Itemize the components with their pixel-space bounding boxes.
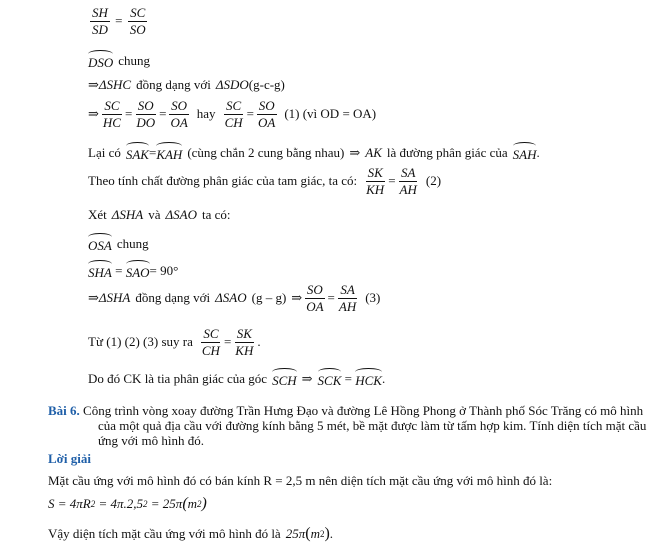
text-suy-ra: Từ (1) (2) (3) suy ra: [88, 334, 193, 350]
text-label-3: (3): [365, 290, 381, 306]
frac-den: KH: [366, 181, 385, 197]
frac-num: SK: [367, 165, 383, 180]
problem-6: [48, 403, 650, 448]
line-similar-shc-sdo: [88, 77, 285, 93]
angle-sao: SAO: [126, 260, 150, 281]
angle-sah: SAH: [513, 142, 537, 163]
text-similar: đồng dạng với: [135, 290, 211, 306]
frac-num: SA: [400, 165, 416, 180]
unit-m: m: [310, 526, 320, 541]
text-label-2: (2): [425, 173, 442, 189]
conclusion-value: 25π: [285, 526, 306, 541]
equals: =: [111, 13, 126, 29]
frac-den: AH: [338, 298, 357, 314]
triangle-sha: ΔSHA: [111, 207, 144, 222]
frac-den: DO: [136, 114, 156, 130]
exp-2: 2: [319, 529, 325, 539]
implies-arrow: ⇒: [301, 370, 313, 386]
text-gcg: (g-c-g): [248, 77, 285, 92]
line-do-do: [88, 368, 385, 389]
paren-close: ): [201, 495, 207, 512]
text-hay: hay: [196, 106, 216, 122]
text-phan-giac: là đường phân giác của: [386, 144, 508, 160]
surface-formula: [48, 495, 207, 513]
angle-osa: OSA: [88, 233, 112, 254]
text-similar: đồng dạng với: [136, 77, 211, 92]
frac-den: HC: [102, 114, 121, 130]
dot: .: [329, 526, 334, 541]
angle-sch: SCH: [272, 368, 297, 389]
triangle-sdo: ΔSDO: [215, 77, 249, 92]
frac-den: SO: [129, 21, 146, 37]
formula-lhs: S = 4πR: [48, 496, 91, 511]
frac-den: CH: [201, 342, 220, 358]
text-va: và: [148, 207, 161, 222]
implies-arrow: ⇒: [88, 77, 99, 92]
text-tinh-chat: Theo tính chất đường phân giác của tam giác, ta có:: [88, 173, 358, 189]
frac-den: CH: [224, 114, 243, 130]
problem-text: Công trình vòng xoay đường Trần Hưng Đạo và đường Lê Hồng Phong ở Thành phố Sóc Trăng có mô hình của một quả địa cầu với đường kính bằng 5 mét, bề mặt được làm từ tấm hợp kim. Tính diện tích mặt cầu ứng với mô hình đó.: [83, 403, 647, 448]
text-lai-co: Lại có: [88, 144, 121, 160]
frac-den: OA: [170, 114, 188, 130]
angle-dso: DSO: [88, 50, 113, 71]
paren-open: (: [182, 495, 188, 512]
frac-den: AH: [399, 181, 417, 197]
text-xet: Xét: [88, 207, 107, 222]
triangle-sha: ΔSHA: [98, 290, 131, 306]
implies-arrow: ⇒: [88, 290, 99, 306]
exp-2: 2: [90, 499, 96, 509]
angle-sck: SCK: [318, 368, 342, 389]
angle-sak: SAK: [126, 142, 149, 163]
text-do-do: Do đó CK là tia phân giác của góc: [88, 370, 268, 386]
text-90-degrees: = 90°: [149, 262, 179, 278]
dot: .: [536, 144, 540, 160]
formula-rhs: = 25π: [150, 496, 183, 511]
frac-den: SD: [92, 21, 108, 37]
line-lai-co: [88, 142, 540, 163]
unit-m: m: [187, 496, 198, 511]
paren-open: (: [305, 525, 311, 542]
text-gg: (g – g): [251, 290, 287, 306]
line-suy-ra: Từ (1) (2) (3) suy ra $\frac{SC}{CH}$ = $\frac{SK}{KH}$ .: [88, 326, 261, 358]
frac-num: SO: [137, 98, 154, 113]
triangle-sao: ΔSAO: [165, 207, 197, 222]
frac-num: SO: [171, 98, 188, 113]
implies-arrow: ⇒: [291, 290, 303, 306]
paren-close: ): [324, 525, 330, 542]
frac-num: SO: [258, 98, 275, 113]
text-cung-chan: (cùng chắn 2 cung bằng nhau): [187, 144, 345, 160]
frac-num: SA: [340, 282, 355, 297]
frac-num: SC: [226, 98, 242, 113]
line-ratio-1: ⇒ $\frac{SC}{HC}$ = $\frac{SO}{DO}$ = $\frac{SO}{OA}$ hay $\frac{SC}{CH}$ = $\frac{SO}{OA}$ (1) (vì OD = OA): [88, 98, 377, 130]
frac-den: OA: [306, 298, 324, 314]
text-chung: chung: [116, 235, 149, 251]
line-osa-chung: [88, 233, 149, 254]
dot: .: [257, 334, 261, 350]
frac-num: SC: [104, 98, 120, 113]
implies-arrow: ⇒: [349, 144, 361, 160]
frac-den: KH: [235, 342, 254, 358]
frac-num: SK: [236, 326, 252, 341]
text-chung: chung: [118, 52, 151, 68]
triangle-shc: ΔSHC: [98, 77, 132, 92]
frac-den: OA: [257, 114, 276, 130]
frac-num: SC: [130, 5, 146, 20]
angle-sha: SHA: [88, 260, 112, 281]
exp-2: 2: [143, 499, 148, 509]
line-tinh-chat: Theo tính chất đường phân giác của tam giác, ta có: $\frac{SK}{KH}$ = $\frac{SA}{AH}$ (2): [88, 165, 442, 197]
line-xet: [88, 207, 231, 223]
text-note-1: (1) (vì OD = OA): [284, 106, 377, 122]
exp-2: 2: [197, 499, 202, 509]
text-ta-co: ta có:: [202, 207, 231, 222]
frac-num: SC: [203, 326, 219, 341]
angle-kah: KAH: [156, 142, 182, 163]
segment-ak: AK: [365, 144, 382, 160]
equals: =: [341, 370, 356, 386]
line-dso-chung: [88, 50, 150, 71]
solution-heading: Lời giải: [48, 451, 91, 466]
frac-num: SO: [306, 282, 323, 297]
frac-num: SH: [92, 5, 108, 20]
equals: =: [111, 262, 126, 278]
problem-label: Bài 6.: [48, 403, 80, 418]
triangle-sao: ΔSAO: [215, 290, 247, 306]
angle-hck: HCK: [355, 368, 382, 389]
implies-arrow: ⇒: [88, 106, 99, 122]
line-right-angles: [88, 260, 178, 281]
formula-mid-text: = 4π.2,5: [98, 496, 144, 511]
equals: =: [148, 144, 157, 160]
line-similar-sha-sao: ⇒ ΔSHA đồng dạng với ΔSAO (g – g) ⇒ $\frac{SO}{OA}$ = $\frac{SA}{AH}$ (3): [88, 282, 381, 314]
conclusion: [48, 525, 333, 543]
solution-line-1: Mặt cầu ứng với mô hình đó có bán kính R = 2,5 m nên diện tích mặt cầu ứng với mô hình đó là:: [48, 473, 553, 488]
dot: .: [381, 370, 386, 386]
conclusion-text: Vậy diện tích mặt cầu ứng với mô hình đó là: [48, 526, 281, 541]
equation-sh-sd: [88, 6, 150, 36]
